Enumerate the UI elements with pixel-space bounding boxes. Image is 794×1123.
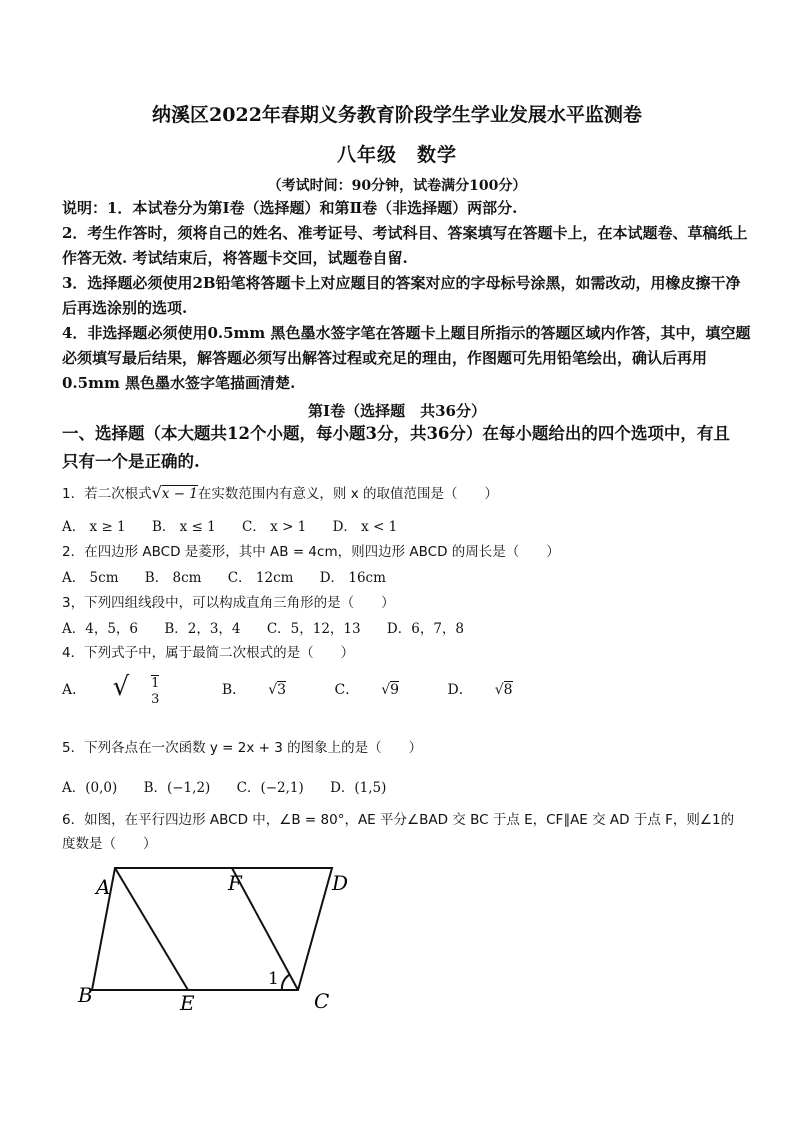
label-a: A (96, 875, 111, 899)
instruction-3: 3．选择题必须使用2B铅笔将答题卡上对应题目的答案对应的字母标号涂黑，如需改动，用橡皮擦干净后再选涂别的选项. (62, 274, 741, 317)
parallelogram-diagram (60, 862, 380, 1017)
option-a: A．(0,0) (62, 780, 118, 796)
label-d: D (332, 871, 349, 895)
parallelogram-figure (60, 862, 380, 1021)
exam-info: （考试时间：90分钟，试卷满分100分） (267, 178, 527, 194)
question-1 (62, 482, 498, 502)
option-b: B． √3 (221, 681, 287, 698)
question-1-radicand: x − 1 (161, 486, 198, 502)
option-b: B．(−1,2) (143, 780, 211, 796)
section-title: 第Ⅰ卷（选择题 共36分） (308, 402, 486, 420)
option-b-letter: B． (221, 681, 247, 698)
question-5-options (62, 776, 408, 796)
question-2-options (62, 566, 408, 586)
option-a: A．4，5，6 (62, 621, 139, 637)
label-c: C (314, 989, 330, 1013)
option-a (62, 672, 208, 707)
fraction: 1 3 (151, 675, 160, 707)
option-c: C． √9 (334, 681, 400, 698)
option-a: A． x ≥ 1 (62, 519, 126, 535)
option-d: D． √8 (447, 681, 513, 698)
question-4: 4．下列式子中，属于最简二次根式的是（ ） (62, 645, 355, 661)
option-c: C．5，12，13 (266, 621, 361, 637)
label-angle-1: 1 (268, 969, 279, 989)
option-b: B． 8cm (144, 570, 202, 586)
question-3: 3，下列四组线段中，可以构成直角三角形的是（ ） (62, 595, 395, 611)
question-4-options (62, 672, 557, 708)
option-c-radicand: 9 (390, 681, 400, 698)
radical-sign-icon: √ (151, 483, 162, 502)
option-d: D．6，7，8 (386, 621, 464, 637)
option-d: D． x < 1 (332, 519, 398, 535)
option-b-radicand: 3 (277, 681, 287, 698)
option-c: C． x > 1 (242, 519, 307, 535)
option-a-letter: A． (62, 681, 87, 698)
question-6: 6．如图，在平行四边形 ABCD 中，∠B = 80°，AE 平分∠BAD 交 BC 于点 E，CF∥AE 交 AD 于点 F，则∠1的度数是（ ） (62, 812, 735, 852)
label-b: B (78, 983, 93, 1007)
question-2: 2．在四边形 ABCD 是菱形，其中 AB = 4cm，则四边形 ABCD 的周长是（ ） (62, 544, 560, 560)
sqrt-fraction: √ 1 3 (112, 672, 160, 707)
label-e: E (180, 991, 195, 1015)
question-1-options (62, 515, 419, 535)
option-d-radicand: 8 (503, 681, 513, 698)
part-heading: 一、选择题（本大题共12个小题，每小题3分，共36分）在每小题给出的四个选项中，有且只有一个是正确的. (62, 424, 730, 471)
option-d-letter: D． (447, 681, 473, 698)
instruction-1: 说明：1．本试卷分为第Ⅰ卷（选择题）和第Ⅱ卷（非选择题）两部分. (62, 199, 518, 217)
question-1-stem-pre: 1．若二次根式 (62, 486, 152, 502)
paper-title: 纳溪区2022年春期义务教育阶段学生学业发展水平监测卷 (152, 104, 642, 126)
parallelogram-abcd (92, 868, 332, 990)
instruction-4: 4．非选择题必须使用0.5mm 黑色墨水签字笔在答题卡上题目所指示的答题区域内作答，其中，填空题必须填写最后结果，解答题必须写出解答过程或充足的理由，作图题可先用铅笔绘出，确认后再用0.5mm 黑色墨水签字笔描画清楚. (62, 324, 751, 392)
segment-cf (232, 868, 298, 990)
option-c: C． 12cm (227, 570, 294, 586)
option-c: C．(−2,1) (236, 780, 304, 796)
instruction-2: 2．考生作答时，须将自己的姓名、准考证号、考试科目、答案填写在答题卡上，在本试题卷、草稿纸上作答无效. 考试结束后，将答题卡交回，试题卷自留. (62, 224, 748, 267)
option-b: B． x ≤ 1 (151, 519, 216, 535)
question-1-stem-post: 在实数范围内有意义，则 x 的取值范围是（ ） (197, 486, 498, 502)
option-c-letter: C． (334, 681, 360, 698)
option-a: A． 5cm (62, 570, 119, 586)
option-d: D． 16cm (319, 570, 386, 586)
question-3-options (62, 617, 486, 637)
grade-subject: 八年级 数学 (336, 144, 457, 166)
angle-1-arc (282, 975, 289, 990)
option-d: D．(1,5) (330, 780, 387, 796)
question-5: 5．下列各点在一次函数 y = 2x + 3 的图象上的是（ ） (62, 740, 423, 756)
option-b: B．2，3，4 (164, 621, 241, 637)
label-f: F (228, 871, 242, 895)
segment-ae (115, 868, 188, 990)
